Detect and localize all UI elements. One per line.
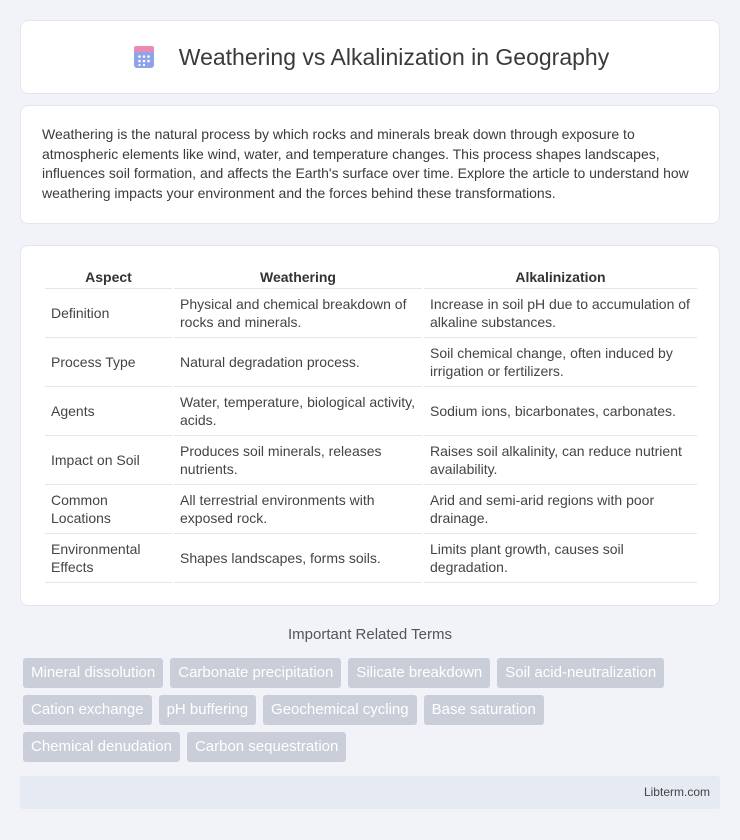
column-header-aspect: Aspect xyxy=(85,269,132,285)
table-cell-weathering: Natural degradation process. xyxy=(174,337,422,386)
related-term-tag[interactable]: Chemical denudation xyxy=(23,732,180,762)
table-cell-aspect: Definition xyxy=(45,288,172,337)
table-cell-alkalinization: Soil chemical change, often induced by irrigation or fertilizers. xyxy=(424,337,697,386)
table-cell-aspect: Common Locations xyxy=(45,484,172,533)
table-cell-aspect: Impact on Soil xyxy=(45,435,172,484)
table-cell-weathering: All terrestrial environments with exposed rock. xyxy=(174,484,422,533)
table-cell-aspect: Agents xyxy=(45,386,172,435)
related-term-tag[interactable]: Carbonate precipitation xyxy=(170,658,341,688)
table-cell-alkalinization: Increase in soil pH due to accumulation of alkaline substances. xyxy=(424,288,697,337)
table-row xyxy=(45,386,697,435)
related-term-tag[interactable]: Geochemical cycling xyxy=(263,695,417,725)
table-cell-weathering: Shapes landscapes, forms soils. xyxy=(174,533,422,583)
comparison-table xyxy=(43,266,699,583)
table-cell-alkalinization: Limits plant growth, causes soil degradation. xyxy=(424,533,697,583)
table-row xyxy=(45,288,697,337)
page-title: Weathering vs Alkalinization in Geography xyxy=(178,43,610,70)
table-header-row xyxy=(45,266,697,288)
tag-row xyxy=(23,695,723,725)
table-cell-alkalinization: Arid and semi-arid regions with poor drainage. xyxy=(424,484,697,533)
page-header xyxy=(20,20,720,94)
table-row xyxy=(45,484,697,533)
tag-row xyxy=(23,732,723,762)
table-row xyxy=(45,435,697,484)
related-term-tag[interactable]: Silicate breakdown xyxy=(348,658,490,688)
table-row xyxy=(45,533,697,583)
table-cell-weathering: Water, temperature, biological activity, acids. xyxy=(174,386,422,435)
table-cell-weathering: Produces soil minerals, releases nutrients. xyxy=(174,435,422,484)
intro-text: Weathering is the natural process by which rocks and minerals break down through exposure to atmospheric elements like wind, water, and temperature changes. This process shapes landscapes, influences soil formation, and affects the Earth's surface over time. Explore the article to understand how weathering impacts your environment and the forces behind these transformations. xyxy=(42,126,689,201)
comparison-section xyxy=(20,245,720,606)
column-header-weathering: Weathering xyxy=(260,269,336,285)
table-cell-weathering: Physical and chemical breakdown of rocks and minerals. xyxy=(174,288,422,337)
related-term-tag[interactable]: Cation exchange xyxy=(23,695,152,725)
related-term-tag[interactable]: Mineral dissolution xyxy=(23,658,163,688)
related-term-tag[interactable]: Base saturation xyxy=(424,695,544,725)
column-header-alkalinization: Alkalinization xyxy=(515,269,606,285)
footer xyxy=(20,776,720,809)
related-term-tag[interactable]: pH buffering xyxy=(159,695,256,725)
related-terms-title: Important Related Terms xyxy=(288,626,452,643)
document-icon xyxy=(131,44,157,70)
related-terms-list xyxy=(23,658,723,769)
related-term-tag[interactable]: Carbon sequestration xyxy=(187,732,346,762)
tag-row xyxy=(23,658,723,688)
footer-site-link[interactable]: Libterm.com xyxy=(643,785,710,799)
table-row xyxy=(45,337,697,386)
table-cell-alkalinization: Raises soil alkalinity, can reduce nutrient availability. xyxy=(424,435,697,484)
table-cell-aspect: Process Type xyxy=(45,337,172,386)
table-cell-aspect: Environmental Effects xyxy=(45,533,172,583)
related-term-tag[interactable]: Soil acid-neutralization xyxy=(497,658,664,688)
table-cell-alkalinization: Sodium ions, bicarbonates, carbonates. xyxy=(424,386,697,435)
intro-section xyxy=(20,105,720,224)
